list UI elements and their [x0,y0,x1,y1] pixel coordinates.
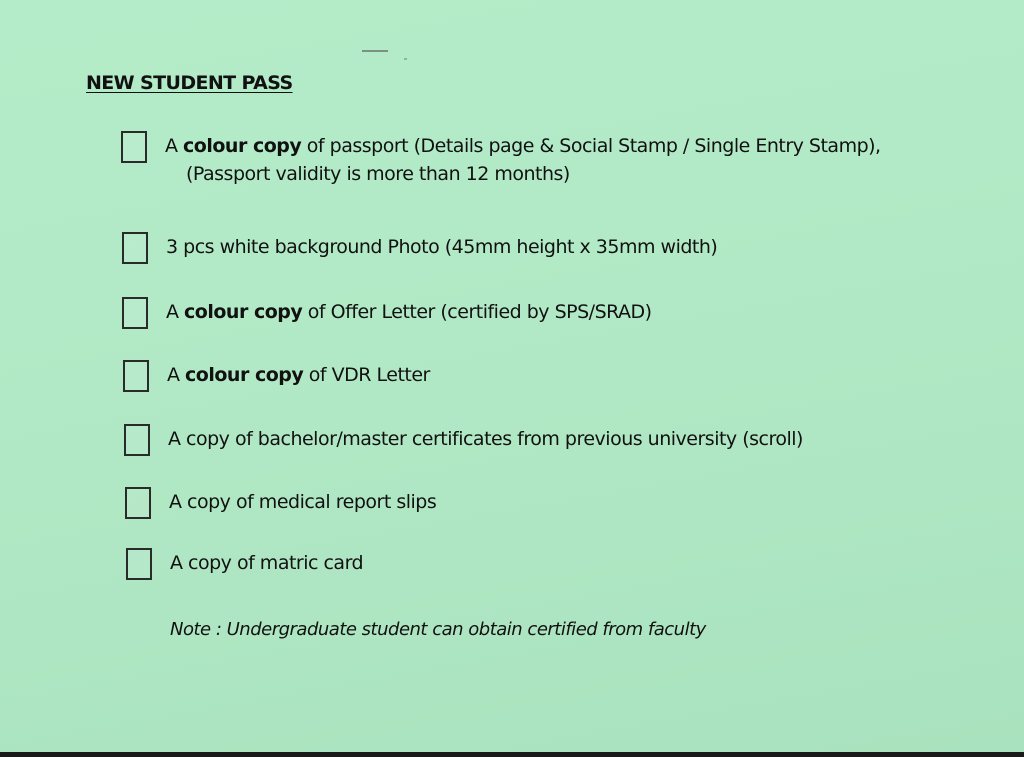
checkbox-photo[interactable] [122,232,148,264]
checkbox-passport[interactable] [121,131,147,163]
footnote: Note : Undergraduate student can obtain certified from faculty [170,619,706,640]
checkbox-matric-card[interactable] [126,548,152,580]
checklist-item-text: A colour copy of Offer Letter (certified by SPS/SRAD) [166,301,652,323]
checklist-item-text: A copy of bachelor/master certificates from previous university (scroll) [168,428,803,450]
checklist-item-text: A copy of matric card [170,552,364,574]
checkbox-vdr-letter[interactable] [123,360,149,392]
ink-speck [404,58,407,60]
ink-smudge [362,50,388,52]
checklist-item-text: A copy of medical report slips [169,491,437,513]
checklist-item-text: 3 pcs white background Photo (45mm height x 35mm width) [166,236,718,258]
document-title: NEW STUDENT PASS [86,72,293,94]
checkbox-offer-letter[interactable] [122,297,148,329]
checklist-item-text: A colour copy of VDR Letter [167,364,430,386]
checkbox-medical-report[interactable] [125,487,151,519]
checklist-item-text: A colour copy of passport (Details page & Social Stamp / Single Entry Stamp), (Passport validity is more than 12 months) [165,135,881,185]
checkbox-certificates[interactable] [124,424,150,456]
image-bottom-border [0,752,1024,757]
